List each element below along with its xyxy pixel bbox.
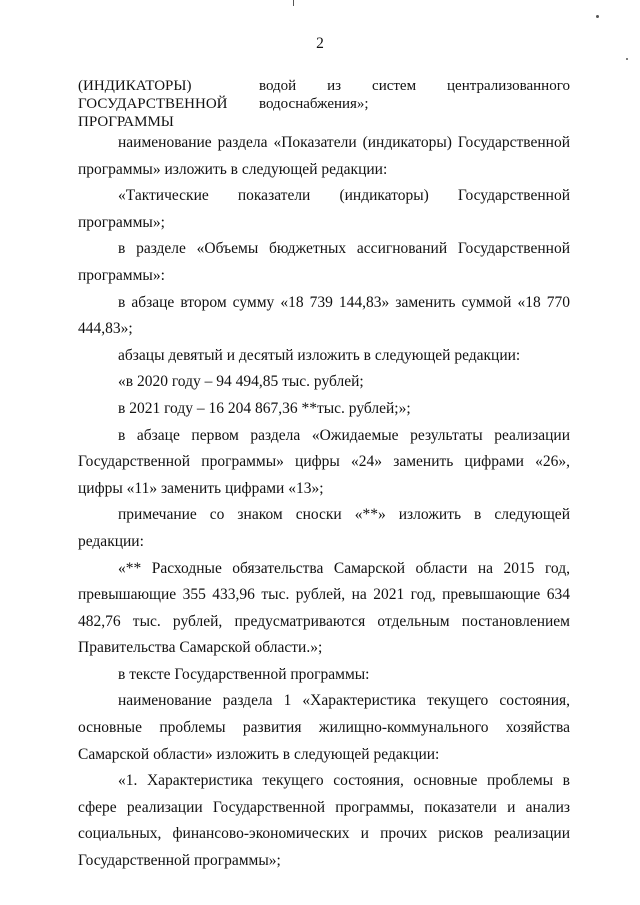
- paragraph: в 2021 году – 16 204 867,36 **тыс. рублей;»;: [118, 399, 411, 417]
- paragraph: «в 2020 году – 94 494,85 тыс. рублей;: [118, 373, 364, 391]
- paragraph: абзацы девятый и десятый изложить в следующей редакции:: [118, 346, 521, 364]
- paragraph: в абзаце первом раздела «Ожидаемые результаты реализации Государственной программы» цифры «24» заменить цифрами «26», цифры «11» заменить цифрами «13»;: [78, 426, 570, 497]
- scan-speck: [293, 0, 294, 6]
- paragraph: в абзаце втором сумму «18 739 144,83» заменить суммой «18 770 444,83»;: [78, 293, 570, 338]
- paragraph: «Тактические показатели (индикаторы) Государственной программы»;: [78, 187, 570, 231]
- paragraph: наименование раздела «Показатели (индикаторы) Государственной программы» изложить в следующей редакции:: [78, 134, 570, 178]
- table-left-line: ГОСУДАРСТВЕННОЙ: [78, 96, 228, 112]
- paragraph: наименование раздела 1 «Характеристика текущего состояния, основные проблемы развития жилищно-коммунального хозяйства Самарской области» изложить в следующей редакции:: [78, 692, 570, 763]
- table-right-cell: [259, 77, 570, 113]
- scan-speck: [626, 58, 628, 60]
- paragraph: «** Расходные обязательства Самарской области на 2015 год, превышающие 355 433,96 тыс. рублей, на 2021 год, превышающие 634 482,76 тыс. рублей, предусматриваются отдельным постановлением Правительства Самарской области.»;: [78, 559, 570, 657]
- paragraph: в разделе «Объемы бюджетных ассигнований Государственной программы»:: [78, 240, 570, 284]
- table-right-line: водоснабжения»;: [259, 96, 369, 112]
- table-right-line: водой из систем централизованного: [259, 78, 570, 94]
- paragraph: примечание со знаком сноски «**» изложить в следующей редакции:: [78, 506, 570, 550]
- paragraph: «1. Характеристика текущего состояния, основные проблемы в сфере реализации Государственной программы, показатели и анализ социальных, финансово-экономических и прочих рисков реализации Государственной программы»;: [78, 772, 570, 870]
- page-number: 2: [316, 35, 324, 52]
- scan-speck: [596, 15, 599, 18]
- table-left-line: (ИНДИКАТОРЫ): [78, 78, 192, 94]
- table-left-cell: [78, 77, 253, 131]
- paragraph: в тексте Государственной программы:: [118, 665, 370, 683]
- table-left-line: ПРОГРАММЫ: [78, 114, 174, 130]
- document-body: [78, 130, 570, 875]
